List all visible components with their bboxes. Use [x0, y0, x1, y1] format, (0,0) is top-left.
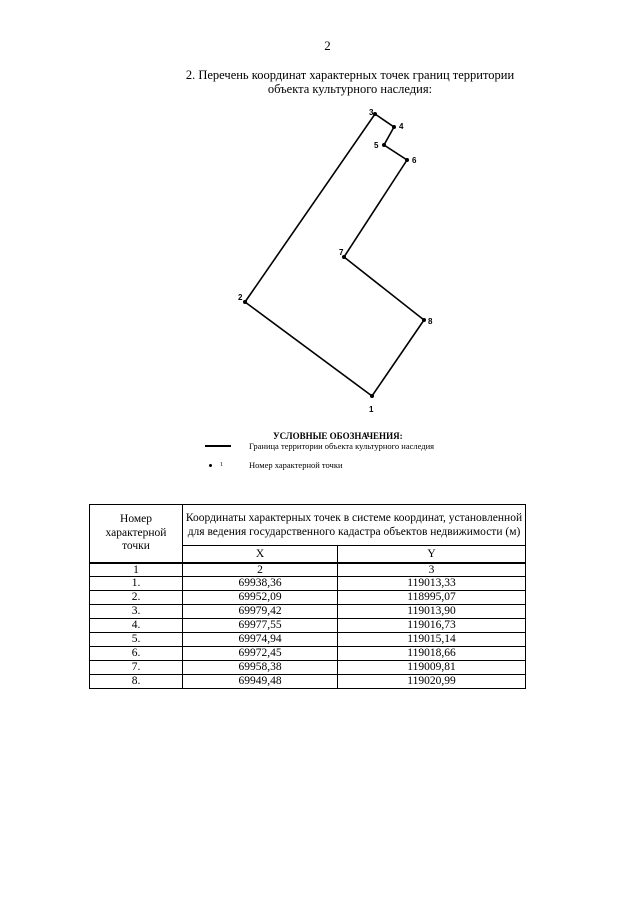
point-marker-6: [405, 158, 409, 162]
row-number: 4.: [90, 618, 183, 632]
row-number: 8.: [90, 674, 183, 688]
row-number: 5.: [90, 632, 183, 646]
heading-line-1: 2. Перечень координат характерных точек границ территории: [185, 68, 515, 82]
legend-boundary-label: Граница территории объекта культурного наследия: [249, 441, 435, 451]
point-label-1: 1: [369, 405, 374, 414]
point-label-7: 7: [339, 248, 344, 257]
point-label-8: 8: [428, 317, 433, 326]
table-row: [90, 576, 526, 590]
point-label-5: 5: [374, 141, 379, 150]
row-number: 2.: [90, 590, 183, 604]
coordinates-table: [89, 504, 526, 689]
column-number: 1: [90, 563, 183, 577]
table-row: [90, 590, 526, 604]
legend-boundary-row: [205, 441, 434, 451]
legend-point-number: 1: [220, 462, 223, 468]
y-value: 119016,73: [338, 618, 526, 632]
y-value: 119009,81: [338, 660, 526, 674]
header-x: X: [183, 546, 338, 563]
point-marker-1: [370, 394, 374, 398]
x-value: 69977,55: [183, 618, 338, 632]
x-value: 69972,45: [183, 646, 338, 660]
point-marker-2: [243, 300, 247, 304]
y-value: 118995,07: [338, 590, 526, 604]
table-row: [90, 604, 526, 618]
table-row: [90, 646, 526, 660]
table-row: [90, 632, 526, 646]
legend-title: УСЛОВНЫЕ ОБОЗНАЧЕНИЯ:: [273, 431, 403, 441]
legend-point-label: Номер характерной точки: [249, 460, 343, 470]
point-label-6: 6: [412, 156, 417, 165]
point-marker-4: [392, 125, 396, 129]
x-value: 69958,38: [183, 660, 338, 674]
x-value: 69949,48: [183, 674, 338, 688]
row-number: 3.: [90, 604, 183, 618]
table-row: [90, 618, 526, 632]
legend-point-dot-icon: [209, 464, 212, 467]
y-value: 119013,33: [338, 576, 526, 590]
column-number: 3: [338, 563, 526, 577]
y-value: 119020,99: [338, 674, 526, 688]
x-value: 69974,94: [183, 632, 338, 646]
header-y: Y: [338, 546, 526, 563]
point-label-4: 4: [399, 122, 404, 131]
x-value: 69979,42: [183, 604, 338, 618]
row-number: 7.: [90, 660, 183, 674]
legend-point-row: [205, 460, 343, 470]
point-label-2: 2: [238, 293, 243, 302]
header-coordinates: Координаты характерных точек в системе координат, установленной для ведения государственного кадастра объектов недвижимости (м): [183, 505, 526, 546]
row-number: 1.: [90, 576, 183, 590]
y-value: 119013,90: [338, 604, 526, 618]
boundary-polygon: [245, 114, 424, 396]
column-number: 2: [183, 563, 338, 577]
column-number-row: [90, 563, 526, 577]
x-value: 69938,36: [183, 576, 338, 590]
table-row: [90, 674, 526, 688]
point-marker-8: [422, 318, 426, 322]
legend-boundary-line-icon: [205, 445, 231, 447]
header-point-number: Номер характерной точки: [90, 505, 183, 563]
table-header-row: [90, 505, 526, 546]
row-number: 6.: [90, 646, 183, 660]
y-value: 119015,14: [338, 632, 526, 646]
table-row: [90, 660, 526, 674]
heading-line-2: объекта культурного наследия:: [267, 82, 433, 96]
page-number: 2: [324, 38, 331, 53]
x-value: 69952,09: [183, 590, 338, 604]
point-marker-5: [382, 143, 386, 147]
y-value: 119018,66: [338, 646, 526, 660]
point-marker-3: [373, 112, 377, 116]
point-label-3: 3: [369, 108, 374, 117]
